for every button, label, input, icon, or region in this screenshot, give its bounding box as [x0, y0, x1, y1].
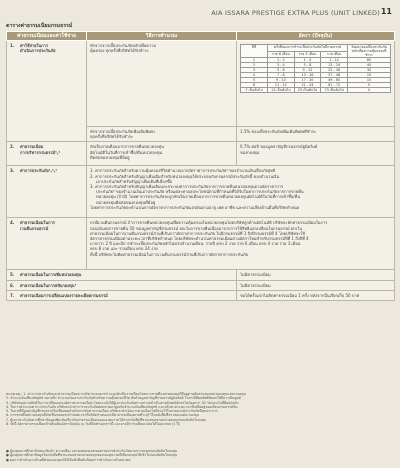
footnote: 7. ผู้เอาประกันภัยควรศึกษาข้อมูลเพิ่มเติมเกี่ยวกับค่าธรรมเนียมของกองทุนรวมได้จากหนังสือชี้ชวนเสนอขายหน่วยลงทุนก่อนตัดสินใจลงทุน: [6, 417, 207, 422]
disclaimer-item: ● ผู้ลงทุนควรศึกษาข้อมูลในหนังสือชี้ชวนเสนอขายหน่วยลงทุนของกองทุนรวมที่เลือกลงทุนให้เข้าใจก่อนตัดสินใจลงทุน: [6, 453, 178, 458]
fee-description: 1. ค่าการประกันภัยสำหรับความคุ้มครองชีวิตคำนวณจากอัตราค่าการประกันภัย³ ของจำนวนเงินเสี่ยงภัยสุทธิ 2. ค่าการประกันภัยสำหรับสัญญาเพิ่มเติมสำหรับหน่วยลงทุนให้ประกอบกับกรมธรรม์ประกันภัยนี้ ของจำนวนเงิน เอาประกันภัยสำหรับสัญญาเพิ่มเติมที่เลือกซื้อ 3. ค่าการประกันภัยสำหรับสัญญาเพิ่มเติมและกระบบค่าการประกันภัยจากการขายคืนหน่วยลงทุนตามอัตราค่าการ ประกันภัย³ ของจำนวนเงินเอาประกันภัย หรือแต่ละค่าผลประโยชน์ตามที่กำหนดที่ได้รับในค่าการประกันภัยจากการขายคืน หน่วยลงทุน (ถ้ามี) โดยค่าการประกันภัยจะถูกหักเป็นรายเดือนจากการขายคืนหน่วยลงทุนอัตโนมัติในวันที่การเข้าซื้อ/คืน หน่วยลงทุนติดต่อของกองทุนที่มีอยู่ โดยค่าการประกันภัยจะคำนวณจากอัตราค่าการประกันภัยแปรผันตามอายุ เพศ อาชีพ และความเสี่ยงด้านอื่นที่บริษัทกำหนด: [87, 166, 395, 218]
table-row: [7, 41, 395, 127]
disclaimer-item: ● ผู้ลงทุนควรศึกษาลักษณะสินค้า ความเสี่ยง และผลตอบแทนของกรมธรรม์ประกันภัยควบการลงทุนก่อนตัดสินใจลงทุน: [6, 449, 178, 453]
mini-row: 4 7 - 8 13 - 16 37 - 48 20: [241, 73, 391, 78]
fee-name: 4. ค่าธรรมเนียมในการ เวนคืนกรมธรรม์: [7, 218, 87, 270]
mini-subheader: ราย 6 เดือน: [268, 51, 295, 58]
fee-method: หักจากจากเบี้ยประกันภัยเพิ่มเติมพิเศษ ทุกครั้งที่บริษัทได้รับชำระ: [87, 127, 237, 142]
mini-row: 5 9 - 10 17 - 20 49 - 60 10: [241, 78, 391, 83]
fee-rate: 1.5% ของเบี้ยประกันภัยเพิ่มเติมพิเศษที่ชำระ: [237, 127, 395, 142]
column-header: อัตรา (ปัจจุบัน): [237, 32, 395, 41]
product-name: AIA ISSARA PRESTIGE EXTRA PLUS (UNIT LINKED): [211, 9, 380, 17]
mini-row: 3 5 - 6 9 - 12 25 - 36 30: [241, 68, 391, 73]
fee-name: 7. ค่าธรรมเนียมการเปลี่ยนแปลงรายละเอียดกรมธรรม์: [7, 290, 237, 300]
premium-charge-table: [240, 44, 391, 93]
footnote: หมายเหตุ : 1. ค่าการประกันภัยและค่าธรรมเนียมการบริหารกรมธรรม์ จะถูกหักเป็นรายเดือนโดยการขายคืนหน่วยลงทุนที่มีอยู่ตามสัดส่วนของหน่วยลงทุนแต่ละกองทุน: [6, 392, 246, 396]
table-row: [7, 270, 395, 280]
mini-row: 7 เป็นต้นไป 13 เป็นต้นไป 25 เป็นต้นไป 73 เป็นต้นไป 0: [241, 88, 391, 93]
fees-table: [6, 31, 395, 301]
mini-header: ปีที่: [241, 45, 268, 58]
fee-name: 2. ค่าธรรมเนียม การบริหารกรมธรรม์¹,²: [7, 142, 87, 166]
footnote: 5. ในกรณีที่มูลค่าบัญชีกรมธรรม์ไม่เพียงพอสำหรับการหักค่าธรรมเนียม บริษัทจะดำเนินการตามเงื่อนไขที่ระบุไว้ในกรมธรรม์ประกันภัยนี้ทุกประการ: [6, 409, 218, 414]
fee-rate: ไม่มีค่าธรรมเนียม: [237, 280, 395, 290]
fee-description: กรณีเวนคืนกรมธรรม์ ถ้าการขายคืนหน่วยลงทุนเพื่อความคุ้มครองในหน่วยลงทุนโดยบริษัทลูกค้านอัตโนมัติ บริษัทจะหักค่าธรรมเนียมในการ ถอนเงินลดการขายคืน 50 ของมูลค่าบัญชีกรมธรรม์ ยกเว้นการขายคืนเนื่องมาจากการใช้สิทธิแลกเปลี่ยนในกรมธรรม์ ยกเว้น ค่าธรรมเนียมในการเวนคืนกรมธรรม์ส่วนที่เกินกว่าอัตราค่าการประกันภัย ในปีกรมธรรม์ที่ 1 ถึงปีกรมธรรม์ที่ 4 โดยบริษัทจะใช้ อัตราค่าธรรมเนียมตามระยะเวลาที่บริษัทกำหนด โดยบริษัทจะคำนวณค่าธรรมเนียมตามอัตราใหม่สำหรับกรมธรรม์ปีที่ 1 ถึงปีที่ 4 มากกว่า 2 ปี และมีการชำระเบี้ยประกันภัยหลักไม่ครบจำนวนเดือน: รายปี ครบ 2 งวด ราย 6 เดือน ครบ 4 งวด ราย 3 เดือน ครบ 8 งวด และ รายเดือน ครบ 24 งวด ทั้งนี้ บริษัทจะไม่คิดค่าธรรมเนียมในการเวนคืนกรมธรรม์ส่วนที่เกินกว่าอัตราค่าการประกันภัย: [87, 218, 395, 270]
fee-rate: [237, 41, 395, 127]
disclaimer-item: ● ผลการดำเนินงานในอดีตของกองทุนมิได้เป็นสิ่งยืนยันถึงผลการดำเนินงานในอนาคต: [6, 457, 131, 462]
mini-row: 2 3 - 4 5 - 8 13 - 24 40: [241, 63, 391, 68]
fee-method: หักเป็นรายเดือนจากการขายคืนหน่วยลงทุน อัตโนมัติในวันที่การเข้าซื้อ/คืนหน่วยลงทุน ติดต่อของกองทุนที่มีอยู่: [87, 142, 237, 166]
section-heading: ตารางค่าธรรมเนียมกรมธรรม์: [6, 23, 73, 29]
table-row: [7, 218, 395, 270]
fee-rate: ไม่มีค่าธรรมเนียม: [237, 270, 395, 280]
footnotes: [6, 392, 394, 426]
mini-header: ครั้งที่ของการชำระเบี้ยประกันภัยในปีกรมธรรม์: [268, 45, 348, 52]
fee-name: 1. ค่าใช้จ่ายในการ ดำเนินการประกันภัย: [7, 41, 87, 142]
fee-rate: ขอได้ครั้งแรกไม่คิดค่าธรรมเนียม 1 ครั้ง หลังจากนั้นเรียกเก็บ 50 บาท: [237, 290, 395, 300]
fee-rate: 0.7% ต่อปี ของมูลค่าบัญชีกรมธรรม์ยูนิตลิงค์ ของกองทุน: [237, 142, 395, 166]
column-header: ค่าธรรมเนียมและค่าใช้จ่าย: [7, 32, 87, 41]
table-row: [7, 290, 395, 300]
mini-subheader: ราย เดือน: [321, 51, 348, 58]
mini-row: 1 1 - 2 1 - 4 1 - 12 60: [241, 58, 391, 63]
table-row: [7, 166, 395, 218]
mini-header: ร้อยละของเบี้ยประกันภัยหลักเพื่อความคุ้มครองที่ชำระ: [348, 45, 391, 58]
mini-subheader: ราย 3 เดือน: [294, 51, 321, 58]
footnote: 6. การขายคืนหน่วยลงทุนที่เกิดขึ้นก่อนครบกำหนดเวลาที่บริษัทกำหนดจะมีค่าธรรมเนียมตามที่ระบุไว้ในหนังสือชี้ชวนของแต่ละกองทุน: [6, 413, 200, 418]
footnote: 4. ในการคำนวณค่าการประกันภัย บริษัทจะนำค่าการประกันภัยต่อหน่วยมาคูณกับจำนวนเงินเสี่ยงภัยสุทธิ และปรับตามระยะเวลาที่เหลืออยู่ของเดือนกรมธรรม์นั้น: [6, 404, 238, 409]
page-header: [0, 0, 400, 22]
mini-row: 6 11 - 12 21 - 24 61 - 72 5: [241, 83, 391, 88]
column-header: วิธีการคำนวณ: [87, 32, 237, 41]
fee-name: 5. ค่าธรรมเนียมในการเพิ่มหน่วยลงทุน: [7, 270, 237, 280]
fee-method: หักจากจากเบี้ยประกันภัยหลักเพื่อความ คุ้มครอง ทุกครั้งที่บริษัทได้รับชำระ: [87, 41, 237, 127]
footnote: 3. บริษัทขอสงวนสิทธิ์ในการเปลี่ยนแปลงอัตราค่าธรรมเนียม โดยจะแจ้งให้ผู้เอาประกันภัยทราบล่วงหน้าเป็นลายลักษณ์อักษรไม่น้อยกว่า 30 วันก่อนวันที่มีผลบังคับ: [6, 400, 239, 405]
table-header-row: [7, 32, 395, 41]
page-number: 11: [380, 7, 392, 16]
footnote: 8. ทั้งนี้ อัตราค่าธรรมเนียมข้างต้นเป็นอัตราปัจจุบัน ณ วันที่จัดทำเอกสารนี้ และอาจมีการเปลี่ยนแปลงได้ในอนาคต (1 ปี): [6, 422, 180, 427]
table-row: [7, 142, 395, 166]
fee-name: 6. ค่าธรรมเนียมในการสลับกองทุน³: [7, 280, 237, 290]
table-row: [7, 280, 395, 290]
disclaimer-bullets: [6, 449, 394, 462]
fee-name: 3. ค่าการประกันภัย¹,²,³: [7, 166, 87, 218]
footnote: 2. จำนวนเงินเสี่ยงภัยสุทธิ หมายถึง จำนวนเงินเอาประกันภัยสำหรับความคุ้มครองชีวิต หักด้วยมูลค่าบัญชีกรมธรรม์ยูนิตลิงค์ ในกรณีที่ผลลัพธ์ติดลบให้ถือว่าเป็นศูนย์: [6, 396, 241, 401]
